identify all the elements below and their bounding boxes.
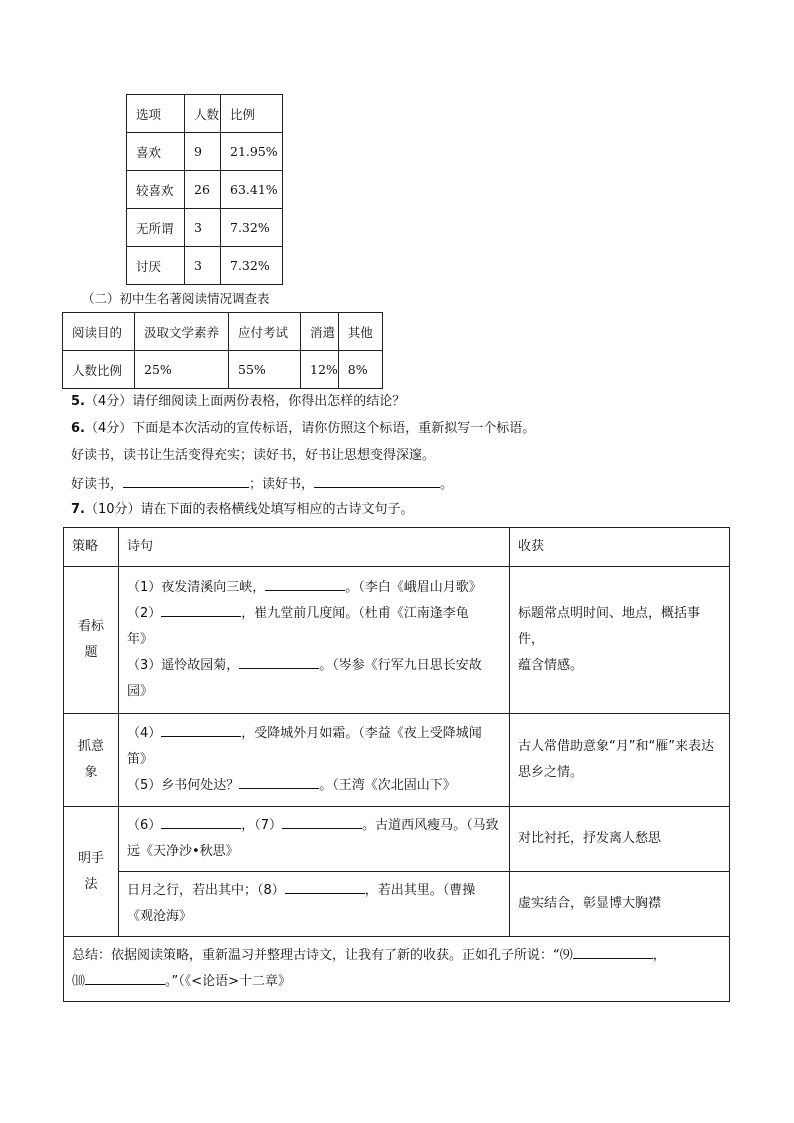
poem-line: 园》 [127,684,154,699]
table-row [63,313,383,351]
table-row [127,133,283,171]
table-cell: 阅读目的 [63,313,135,351]
strategy-text: 法 [84,876,98,892]
table-row [64,807,730,872]
answer-blank-6[interactable] [161,815,241,829]
table-cell: 3 [185,209,221,247]
table-row [127,209,283,247]
poem-text: （4） [127,726,162,741]
strategy-cell [64,807,119,937]
poem-line [127,721,501,747]
table-row [64,872,730,937]
table-cell: 12% [301,351,339,389]
poem-line: 笛》 [127,752,154,767]
header-poem: 诗句 [119,528,510,567]
poem-text: 。（王湾《次北固山下》 [319,778,456,793]
poem-line: 远《天净沙•秋思》 [127,844,239,859]
question-score: （10分） [84,502,141,517]
question-number: 7. [71,502,85,517]
poem-cell [119,807,510,872]
poem-text: ，若出其里。（曹操 [364,883,476,898]
question-text: 请在下面的表格横线处填写相应的古诗文句子。 [140,502,414,517]
gain-text: 古人常借助意象“月”和“雁”来表达 [518,739,714,754]
strategy-text: 明手 [77,850,104,866]
table-cell: 3 [185,247,221,285]
table-cell: 人数比例 [63,351,135,389]
header-gain: 收获 [510,528,730,567]
poem-line [127,575,501,601]
poem-text: （1）夜发清溪向三峡， [127,580,266,595]
table-cell: 应付考试 [229,313,301,351]
answer-blank-9[interactable] [573,945,653,959]
answer-blank-4[interactable] [161,723,241,737]
table-cell: 消遣 [301,313,339,351]
summary-text: 。”（《<论语>十二章》 [165,974,292,989]
strategy-text: 题 [84,645,98,660]
answer-blank-1[interactable] [265,577,345,591]
strategy-text: 看标 [77,619,104,634]
answer-blank-2[interactable] [161,603,241,617]
poem-line [127,773,501,799]
survey-table-1 [126,94,283,285]
question-5 [71,393,405,411]
slogan-fill-line [71,474,453,494]
gain-cell [510,714,730,807]
table-cell: 7.32% [221,209,283,247]
poem-text: ，崔九堂前几度闻。（杜甫《江南逢李龟 [241,606,469,621]
gain-text: 思乡之情。 [518,765,584,780]
summary-row [64,937,730,1002]
table-cell: 21.95% [221,133,283,171]
answer-blank[interactable] [314,474,440,488]
poem-text: 。（岑参《行军九日思长安故 [319,658,482,673]
question-score: （4分） [84,421,133,436]
poem-text: （2） [127,606,162,621]
gain-cell: 对比衬托，抒发离人愁思 [510,807,730,872]
summary-text: ， [652,948,666,963]
question-7 [71,501,414,519]
poem-text: （5）乡书何处达？ [127,778,240,793]
poem-line [127,813,501,839]
table-2-caption: （二）初中生名著阅读情况调查表 [82,291,270,306]
answer-blank-3[interactable] [239,655,319,669]
table-cell: 9 [185,133,221,171]
question-number: 5. [71,394,85,409]
table-row [127,171,283,209]
table-row [64,567,730,714]
fill-text: 好读书， [71,477,124,492]
poem-line: 《观沧海》 [127,909,193,924]
table-cell: 较喜欢 [127,171,185,209]
summary-text: 总结：依据阅读策略，重新温习并整理古诗文，让我有了新的收获。正如孔子所说：“⑼ [72,948,573,963]
table-cell: 汲取文学素养 [135,313,229,351]
poem-line [127,601,501,627]
question-text: 下面是本次活动的宣传标语，请你仿照这个标语，重新拟写一个标语。 [132,421,536,436]
poem-cell [119,872,510,937]
table-cell: 讨厌 [127,247,185,285]
poem-cell [119,714,510,807]
poem-text: ，受降城外月如霜。（李益《夜上受降城闻 [241,726,482,741]
strategy-text: 象 [84,765,98,780]
question-score: （4分） [84,394,133,409]
poem-text: ，（7） [241,818,283,833]
slogan-example: 好读书，读书让生活变得充实；读好书，好书让思想变得深邃。 [71,448,436,463]
survey-table-2 [62,312,383,389]
poem-text: 。古道西风瘦马。（马致 [362,818,499,833]
poem-line [127,878,501,904]
question-number: 6. [71,421,85,436]
answer-blank-7[interactable] [282,815,362,829]
answer-blank-8[interactable] [285,880,365,894]
table-row [64,714,730,807]
summary-cell [64,937,730,1002]
answer-blank-10[interactable] [85,971,165,985]
poem-text: 日月之行，若出其中；（8） [127,883,285,898]
table-cell: 人数 [185,95,221,133]
table-cell: 选项 [127,95,185,133]
poem-text: （6） [127,818,162,833]
answer-blank-5[interactable] [239,775,319,789]
table-cell: 26 [185,171,221,209]
gain-cell [510,567,730,714]
strategy-cell [64,714,119,807]
poem-text: 。（李白《峨眉山月歌》 [345,580,482,595]
poem-line: 年》 [127,632,154,647]
table-header-row [64,528,730,567]
fill-text: 。 [440,477,454,492]
question-text: 请仔细阅读上面两份表格，你得出怎样的结论？ [132,394,406,409]
gain-text: 蕴含情感。 [518,658,584,673]
answer-blank[interactable] [123,474,249,488]
header-strategy: 策略 [64,528,119,567]
table-row [63,351,383,389]
strategy-text: 抓意 [77,739,104,754]
fill-text: ；读好书， [249,477,315,492]
table-cell: 比例 [221,95,283,133]
strategy-cell [64,567,119,714]
table-row [127,95,283,133]
table-cell: 7.32% [221,247,283,285]
gain-cell: 虚实结合，彰显博大胸襟 [510,872,730,937]
question-6 [71,420,535,438]
table-cell: 8% [338,351,382,389]
table-cell: 63.41% [221,171,283,209]
poem-text: （3）遥怜故园菊， [127,658,240,673]
table-cell: 55% [229,351,301,389]
table-cell: 无所谓 [127,209,185,247]
gain-text: 标题常点明时间、地点，概括事件， [518,606,701,647]
summary-text: ⑽ [72,974,86,989]
poem-line [127,653,501,679]
summary-line [72,943,721,969]
table-cell: 其他 [338,313,382,351]
poetry-strategy-table [63,527,730,1002]
table-cell: 喜欢 [127,133,185,171]
table-row [127,247,283,285]
poem-cell [119,567,510,714]
summary-line [72,969,721,995]
table-cell: 25% [135,351,229,389]
